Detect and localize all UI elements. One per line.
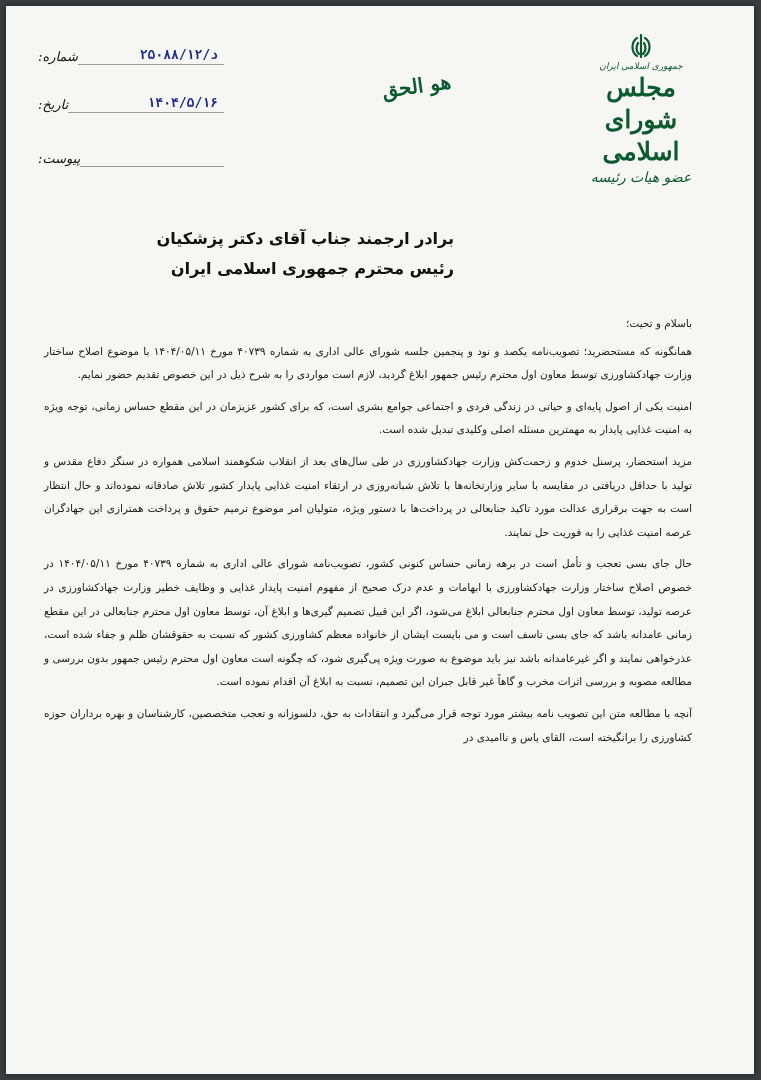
date-line (68, 94, 224, 113)
body-paragraph: مزید استحضار، پرسنل خدوم و زحمت‌کش وزارت جهادکشاورزی در طی سال‌های بعد از انقلاب شکوهمند اسلامی همواره در سنگر دفاع مقدس و تولید با حداقل دریافتی در مقایسه با سایر وزارتخانه‌ها با تلاش شبانه‌روزی در ارتقاء امنیت غذایی پایدار کشور تلاش صادقانه نموده‌اند و حال انتظار است به جهت برقراری عدالت مورد تاکید جنابعالی در پرداخت‌ها با دستور ویژه، متولیان امر موضوع ترمیم حقوق و پرداخت همترازی این جهادگران عرصه امنیت غذایی را به فوریت حل نمایند. (44, 455, 692, 539)
date-value: ۱۴۰۴/۵/۱۶ (147, 96, 218, 111)
letter-page (6, 6, 754, 1074)
recipient-line-2: رئیس محترم جمهوری اسلامی ایران (170, 259, 454, 278)
attachment-label: پیوست: (38, 152, 81, 167)
number-line (78, 46, 224, 65)
recipient-line-1: برادر ارجمند جناب آقای دکتر پزشکیان (156, 229, 454, 248)
body-paragraph: امنیت یکی از اصول پایه‌ای و حیاتی در زندگی فردی و اجتماعی جوامع بشری است، که برای کشور عزیزمان در این مقطع حساس زمانی، توجه ویژه به امنیت غذایی پایدار به مهمترین مسئله اصلی وکلیدی تبدیل شده است. (44, 400, 692, 437)
attachment-field (34, 148, 224, 167)
body-paragraph: حال جای بسی تعجب و تأمل است در برهه زمانی حساس کنونی کشور، تصویب‌نامه شورای عالی اداری به شماره ۴۰۷۳۹ مورخ ۱۴۰۴/۰۵/۱۱ در خصوص اصلاح ساختار وزارت جهادکشاورزی با ابهامات و عدم درک صحیح از مفهوم امنیت پایدار غذایی و وظایف خطیر وزارت جهادکشاورزی در عرصه تولید، توسط معاون اول محترم جنابعالی ابلاغ می‌شود، اگر این قبیل تصمیم گیری‌ها و ابلاغ آن، توسط معاون اول محترم جنابعالی در این مقطع زمانی عامدانه باشد که جای بسی تاسف است و می بایست ایشان از خانواده معظم کشاورزی کشور که نسبت به حقوقشان ظلم و جفاء شده است، عذرخواهی نمایند و اگر غیرعامدانه باشد نیز باید موضوع به صورت ویژه پی‌گیری شود، که چگونه است معاون اول محترم رئیس جمهور بدون بررسی و مطالعه مصوبه و بررسی اثرات مخرب و گاهاً غیر قابل جبران این تصمیم، نسبت به ابلاغ آن اقدام نموده است. (44, 558, 692, 689)
body-paragraph: آنچه با مطالعه متن این تصویب نامه بیشتر مورد توجه قرار می‌گیرد و انتقادات به حق، دلسوزانه و تعجب متخصصین، کارشناسان و بهره برداران حوزه کشاورزی را برانگیخته است، القای یاس و ناامیدی در (44, 707, 692, 744)
date-label: تاریخ: (38, 98, 69, 113)
emblem-small-text: جمهوری اسلامی ایران (599, 62, 683, 72)
date-field (34, 94, 224, 113)
iran-emblem-icon (627, 32, 655, 60)
emblem-subtitle: عضو هیات رئیسه (590, 170, 692, 186)
number-label: شماره: (38, 50, 78, 65)
number-field (34, 46, 224, 65)
recipient-block (157, 224, 454, 284)
body-paragraph: همانگونه که مستحضرید؛ تصویب‌نامه یکصد و نود و پنجمین جلسه شورای عالی اداری به شماره ۴۰۷۳۹ مورخ ۱۴۰۴/۰۵/۱۱ با موضوع اصلاح ساختار وزارت جهادکشاورزی توسط معاون اول محترم رئیس جمهور ابلاغ گردید، لازم است مواردی را به شرح ذیل در این خصوص تقدیم حضور نمایم. (44, 345, 692, 382)
parliament-emblem (566, 32, 716, 186)
attachment-line (80, 148, 224, 167)
center-calligraphy: هو الحق (380, 69, 453, 103)
salutation: باسلام و تحیت؛ (626, 318, 692, 330)
emblem-title: مجلس شورای اسلامی (602, 73, 680, 166)
number-value: ۲۵۰۸۸/۱۲/د (139, 48, 218, 63)
letter-body (44, 313, 692, 758)
